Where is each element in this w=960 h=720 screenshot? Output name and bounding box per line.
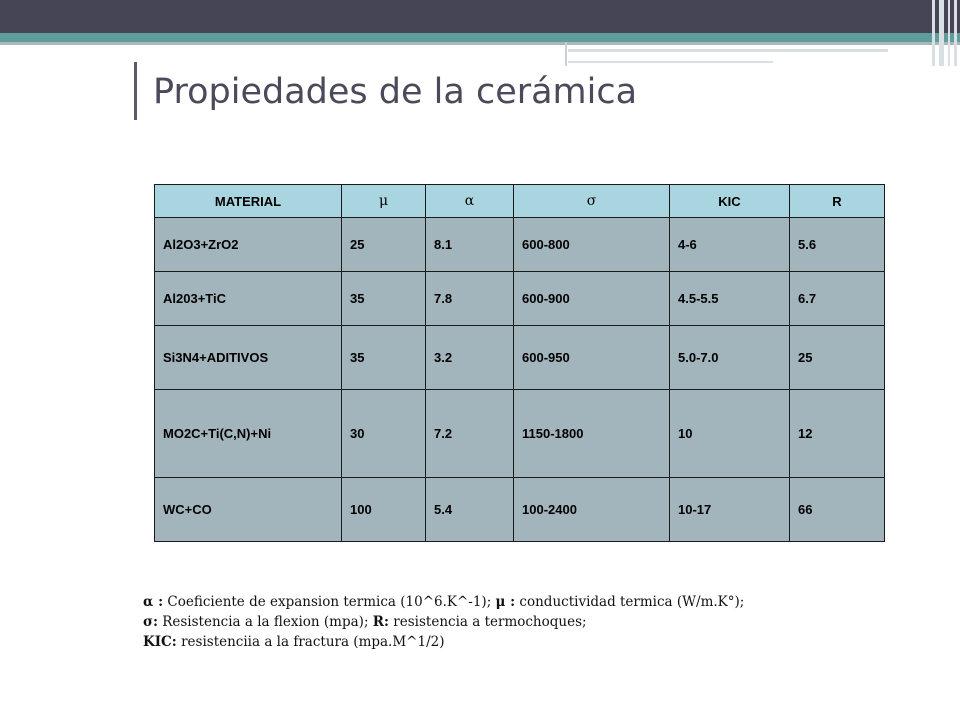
cell-sigma: 600-950: [514, 326, 670, 390]
cell-mu: 100: [342, 478, 426, 542]
cell-kic: 4-6: [670, 218, 790, 272]
top-banner-bar: [0, 0, 960, 33]
cell-mu: 35: [342, 272, 426, 326]
cell-alpha: 8.1: [426, 218, 514, 272]
header-alpha: α: [426, 185, 514, 218]
cell-material: Al2O3+ZrO2: [155, 218, 342, 272]
top-thin-bar: [0, 42, 960, 45]
legend-r-symbol: R:: [372, 614, 389, 630]
legend-mu-text: conductividad termica (W/m.K°);: [515, 594, 745, 610]
cell-alpha: 5.4: [426, 478, 514, 542]
cell-r: 12: [790, 390, 885, 478]
table-row: [155, 326, 885, 390]
legend-mu-symbol: μ :: [495, 594, 516, 610]
cell-r: 66: [790, 478, 885, 542]
cell-material: Si3N4+ADITIVOS: [155, 326, 342, 390]
cell-material: WC+CO: [155, 478, 342, 542]
cell-sigma: 600-800: [514, 218, 670, 272]
legend-sigma-text: Resistencia a la flexion (mpa);: [157, 614, 373, 630]
decorative-line: [565, 42, 567, 66]
legend: [143, 592, 923, 652]
legend-line: [143, 612, 923, 632]
decorative-rails: [930, 0, 960, 66]
decorative-line: [568, 61, 773, 63]
cell-kic: 4.5-5.5: [670, 272, 790, 326]
header-sigma: σ: [514, 185, 670, 218]
cell-sigma: 1150-1800: [514, 390, 670, 478]
cell-sigma: 600-900: [514, 272, 670, 326]
legend-line: [143, 632, 923, 652]
top-accent-bar: [0, 33, 960, 42]
cell-kic: 10-17: [670, 478, 790, 542]
cell-mu: 35: [342, 326, 426, 390]
cell-r: 25: [790, 326, 885, 390]
cell-r: 6.7: [790, 272, 885, 326]
legend-alpha-text: Coeficiente de expansion termica (10^6.K^-1);: [163, 594, 496, 610]
cell-alpha: 7.2: [426, 390, 514, 478]
legend-kic-symbol: KIC:: [143, 634, 177, 650]
header-r: R: [790, 185, 885, 218]
cell-sigma: 100-2400: [514, 478, 670, 542]
header-kic: KIC: [670, 185, 790, 218]
properties-table: [154, 184, 885, 542]
legend-line: [143, 592, 923, 612]
legend-sigma-symbol: σ:: [143, 614, 158, 630]
header-material: MATERIAL: [155, 185, 342, 218]
table-row: [155, 272, 885, 326]
table-header-row: [155, 185, 885, 218]
cell-material: MO2C+Ti(C,N)+Ni: [155, 390, 342, 478]
legend-r-text: resistencia a termochoques;: [389, 614, 587, 630]
title-separator: [134, 62, 137, 120]
cell-material: Al203+TiC: [155, 272, 342, 326]
cell-kic: 5.0-7.0: [670, 326, 790, 390]
table-row: [155, 478, 885, 542]
header-mu: μ: [342, 185, 426, 218]
table-row: [155, 390, 885, 478]
cell-mu: 30: [342, 390, 426, 478]
cell-kic: 10: [670, 390, 790, 478]
legend-alpha-symbol: α :: [143, 594, 164, 610]
decorative-line: [568, 49, 888, 52]
legend-kic-text: resistenciia a la fractura (mpa.M^1/2): [176, 634, 445, 650]
cell-alpha: 7.8: [426, 272, 514, 326]
cell-alpha: 3.2: [426, 326, 514, 390]
table-row: [155, 218, 885, 272]
cell-mu: 25: [342, 218, 426, 272]
page-title: Propiedades de la cerámica: [153, 72, 638, 112]
cell-r: 5.6: [790, 218, 885, 272]
